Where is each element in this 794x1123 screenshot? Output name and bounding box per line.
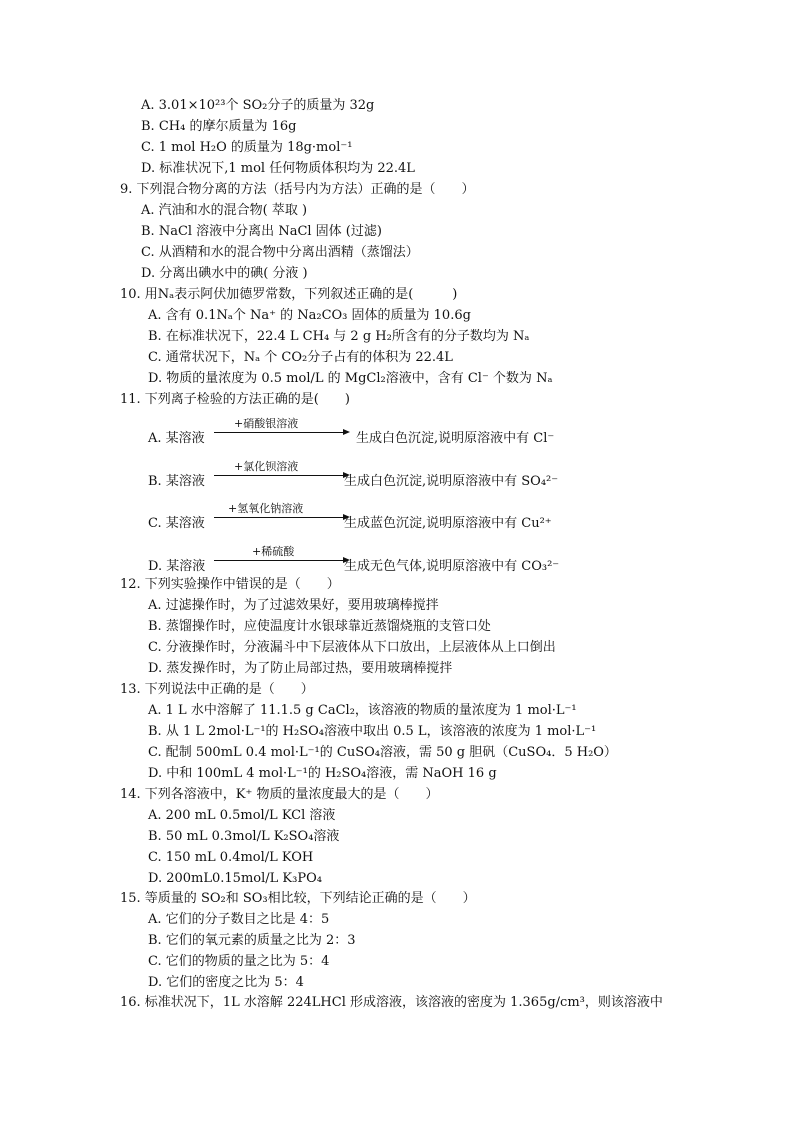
q15-option-a: A. 它们的分子数目之比是 4：5 xyxy=(148,912,330,927)
q14-option-c: C. 150 mL 0.4mol/L KOH xyxy=(148,850,314,865)
q13-stem: 13. 下列说法中正确的是（ ） xyxy=(120,682,314,697)
q11-reaction-d-result: 生成无色气体,说明原溶液中有 CO₃²⁻ xyxy=(344,559,560,574)
q14-option-d: D. 200mL0.15mol/L K₃PO₄ xyxy=(148,871,322,886)
q13-option-c: C. 配制 500mL 0.4 mol·L⁻¹的 CuSO₄溶液，需 50 g 胆矾（CuSO₄．5 H₂O） xyxy=(148,745,617,760)
q11-reaction-b-result: 生成白色沉淀,说明原溶液中有 SO₄²⁻ xyxy=(344,474,559,489)
q11-reaction-c-label: C. 某溶液 xyxy=(148,516,205,531)
q8-option-c: C. 1 mol H₂O 的质量为 18g·mol⁻¹ xyxy=(141,140,353,155)
q12-option-c: C. 分液操作时，分液漏斗中下层液体从下口放出，上层液体从上口倒出 xyxy=(148,640,556,655)
q11-reaction-b-label: B. 某溶液 xyxy=(148,474,205,489)
q12-option-d: D. 蒸发操作时，为了防止局部过热，要用玻璃棒搅拌 xyxy=(148,661,453,676)
q15-option-d: D. 它们的密度之比为 5：4 xyxy=(148,975,304,990)
q10-stem: 10. 用Nₐ表示阿伏加德罗常数，下列叙述正确的是( ) xyxy=(120,287,458,302)
q9-option-a: A. 汽油和水的混合物( 萃取 ) xyxy=(141,203,308,218)
q11-reaction-d-reagent: +稀硫酸 xyxy=(252,545,295,558)
q11-reaction-a-label: A. 某溶液 xyxy=(148,431,205,446)
q15-option-b: B. 它们的氧元素的质量之比为 2：3 xyxy=(148,933,356,948)
q11-reaction-c-reagent: +氢氧化钠溶液 xyxy=(228,502,304,515)
arrow-right-icon xyxy=(214,517,344,518)
q10-option-b: B. 在标准状况下，22.4 L CH₄ 与 2 g H₂所含有的分子数均为 Nₐ xyxy=(148,329,530,344)
q9-option-b: B. NaCl 溶液中分离出 NaCl 固体 (过滤) xyxy=(141,224,382,239)
q8-option-b: B. CH₄ 的摩尔质量为 16g xyxy=(141,119,297,134)
q9-stem: 9. 下列混合物分离的方法（括号内为方法）正确的是（ ） xyxy=(120,182,475,197)
q11-stem: 11. 下列离子检验的方法正确的是( ) xyxy=(120,392,350,407)
q11-reaction-a-reagent: +硝酸银溶液 xyxy=(234,417,299,430)
q9-option-d: D. 分离出碘水中的碘( 分液 ) xyxy=(141,266,308,281)
q14-stem: 14. 下列各溶液中，K⁺ 物质的量浓度最大的是（ ） xyxy=(120,787,439,802)
q11-reaction-d-label: D. 某溶液 xyxy=(148,559,206,574)
q16-stem: 16. 标准状况下，1L 水溶解 224LHCl 形成溶液，该溶液的密度为 1.365g/cm³，则该溶液中 xyxy=(120,995,663,1010)
arrow-right-icon xyxy=(214,560,344,561)
q13-option-a: A. 1 L 水中溶解了 11.1.5 g CaCl₂，该溶液的物质的量浓度为 1 mol·L⁻¹ xyxy=(148,703,577,718)
q8-option-d: D. 标准状况下,1 mol 任何物质体积均为 22.4L xyxy=(141,161,415,176)
q13-option-b: B. 从 1 L 2mol·L⁻¹的 H₂SO₄溶液中取出 0.5 L，该溶液的浓度为 1 mol·L⁻¹ xyxy=(148,724,597,739)
q10-option-d: D. 物质的量浓度为 0.5 mol/L 的 MgCl₂溶液中，含有 Cl⁻ 个数为 Nₐ xyxy=(148,371,553,386)
q10-option-a: A. 含有 0.1Nₐ个 Na⁺ 的 Na₂CO₃ 固体的质量为 10.6g xyxy=(148,308,471,323)
arrow-right-icon xyxy=(214,475,344,476)
q12-option-a: A. 过滤操作时，为了过滤效果好，要用玻璃棒搅拌 xyxy=(148,598,439,613)
q9-option-c: C. 从酒精和水的混合物中分离出酒精（蒸馏法） xyxy=(141,245,419,260)
q11-reaction-a-result: 生成白色沉淀,说明原溶液中有 Cl⁻ xyxy=(356,431,555,446)
q14-option-a: A. 200 mL 0.5mol/L KCl 溶液 xyxy=(148,808,336,823)
arrow-right-icon xyxy=(214,432,344,433)
q15-option-c: C. 它们的物质的量之比为 5：4 xyxy=(148,954,330,969)
q12-option-b: B. 蒸馏操作时，应使温度计水银球靠近蒸馏烧瓶的支管口处 xyxy=(148,619,491,634)
q11-reaction-c-result: 生成蓝色沉淀,说明原溶液中有 Cu²⁺ xyxy=(344,516,552,531)
q12-stem: 12. 下列实验操作中错误的是（ ） xyxy=(120,577,340,592)
q11-reaction-b-reagent: +氯化钡溶液 xyxy=(234,460,299,473)
q10-option-c: C. 通常状况下，Nₐ 个 CO₂分子占有的体积为 22.4L xyxy=(148,350,453,365)
q14-option-b: B. 50 mL 0.3mol/L K₂SO₄溶液 xyxy=(148,829,340,844)
q13-option-d: D. 中和 100mL 4 mol·L⁻¹的 H₂SO₄溶液，需 NaOH 16 g xyxy=(148,766,497,781)
q15-stem: 15. 等质量的 SO₂和 SO₃相比较，下列结论正确的是（ ） xyxy=(120,891,476,906)
q8-option-a: A. 3.01×10²³个 SO₂分子的质量为 32g xyxy=(141,98,375,113)
